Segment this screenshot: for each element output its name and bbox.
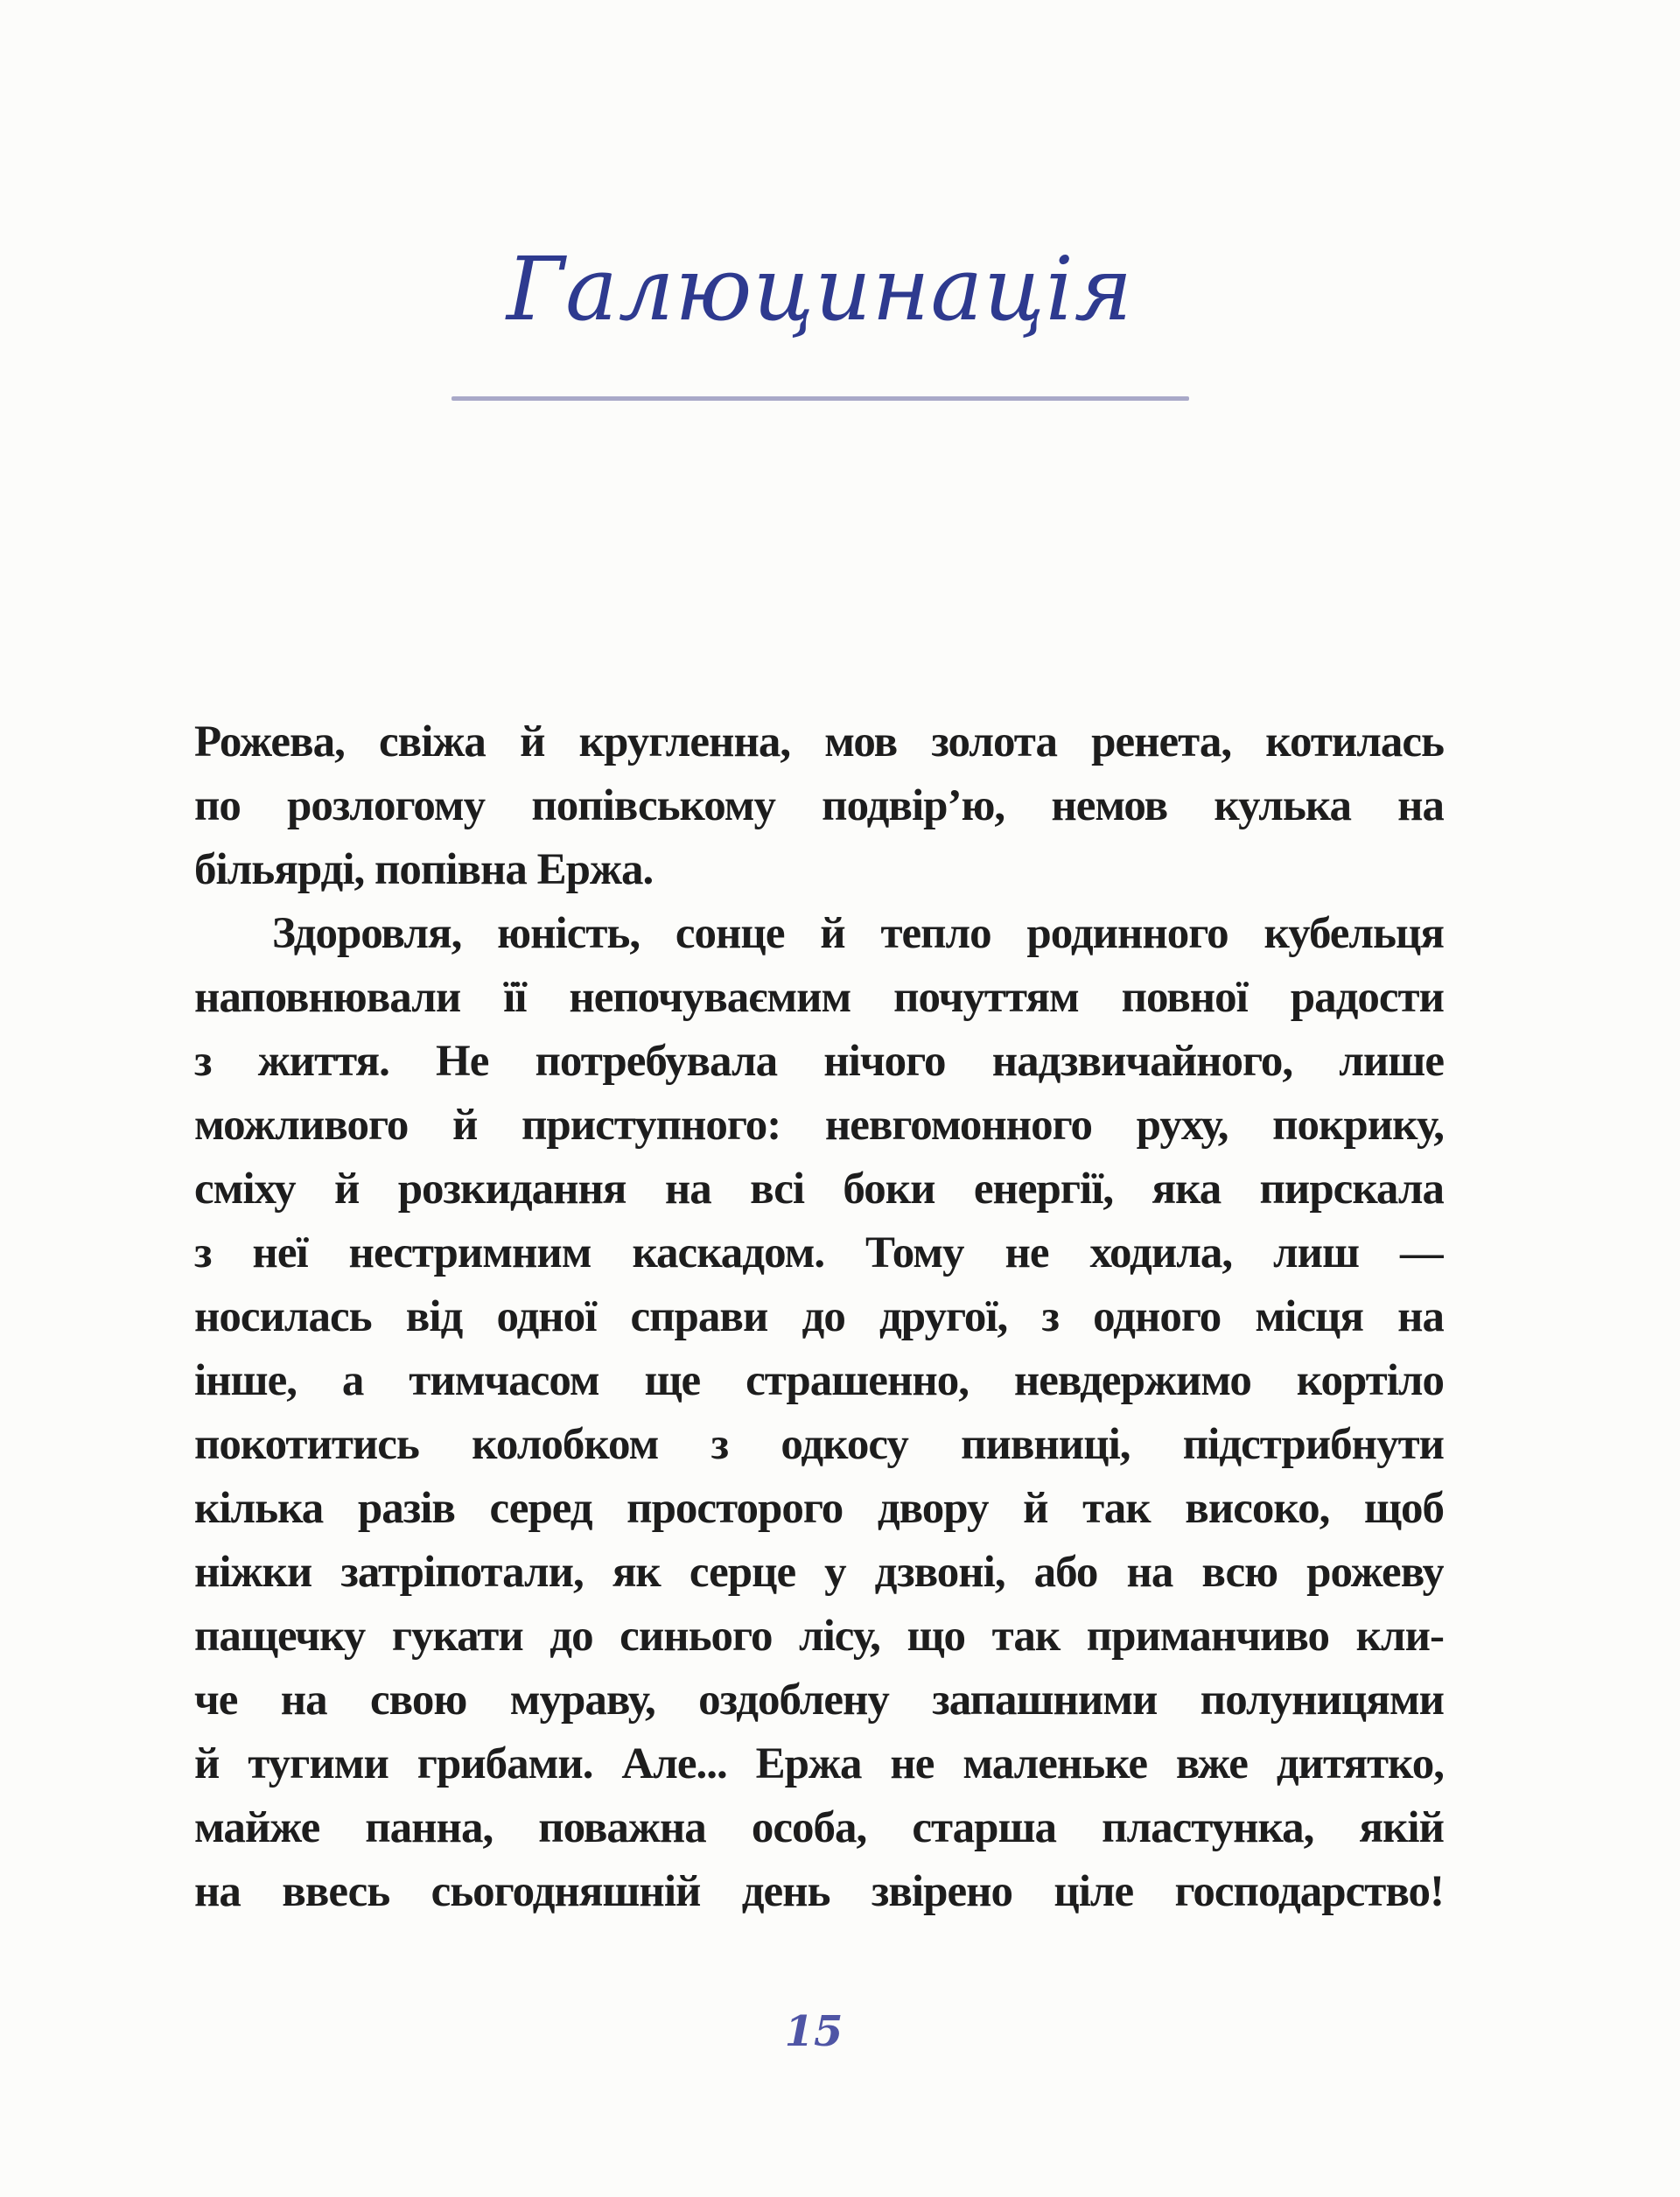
text-line: інше, а тимчасом ще страшенно, невдержимо кортіло: [194, 1356, 1444, 1405]
chapter-title: Галюцинація: [506, 238, 1134, 340]
text-line: носилась від одної справи до другої, з одного місця на: [194, 1292, 1444, 1341]
text-line: з неї нестримним каскадом. Тому не ходила, лиш —: [194, 1228, 1444, 1277]
text-line: з життя. Не потребувала нічого надзвичайного, лише: [194, 1037, 1444, 1086]
title-divider-rule: [452, 396, 1189, 401]
text-line: наповнювали її непочуваємим почуттям повної радости: [194, 973, 1444, 1022]
text-line: Рожева, свіжа й кругленна, мов золота ренета, котилась: [194, 717, 1444, 766]
text-line: покотитись колобком з одкосу пивниці, підстрибнути: [194, 1420, 1444, 1469]
text-line: на ввесь сьогодняшній день звірено ціле господарство!: [194, 1867, 1444, 1916]
text-line: ніжки затріпотали, як серце у дзвоні, або на всю рожеву: [194, 1548, 1444, 1597]
text-line: по розлогому попівському подвір’ю, немов кулька на: [194, 781, 1444, 830]
text-line: більярді, попівна Ержа.: [194, 845, 654, 894]
text-line: майже панна, поважна особа, старша пластунка, якій: [194, 1803, 1444, 1852]
chapter-body: [194, 710, 1444, 1924]
text-line: Здоровля, юність, сонце й тепло родинного кубельця: [272, 909, 1444, 958]
text-line: пащечку гукати до синього лісу, що так приманчиво кли-: [194, 1612, 1444, 1661]
text-line: можливого й приступного: невгомонного руху, покрику,: [194, 1101, 1444, 1150]
text-line: й тугими грибами. Але... Ержа не маленьке вже дитятко,: [194, 1739, 1444, 1788]
text-line: сміху й розкидання на всі боки енергії, яка пирскала: [194, 1165, 1444, 1214]
page-number: 15: [784, 2007, 844, 2056]
text-line: че на свою мураву, оздоблену запашними полуницями: [194, 1676, 1444, 1725]
text-line: кілька разів серед просторого двору й так високо, щоб: [194, 1484, 1444, 1533]
